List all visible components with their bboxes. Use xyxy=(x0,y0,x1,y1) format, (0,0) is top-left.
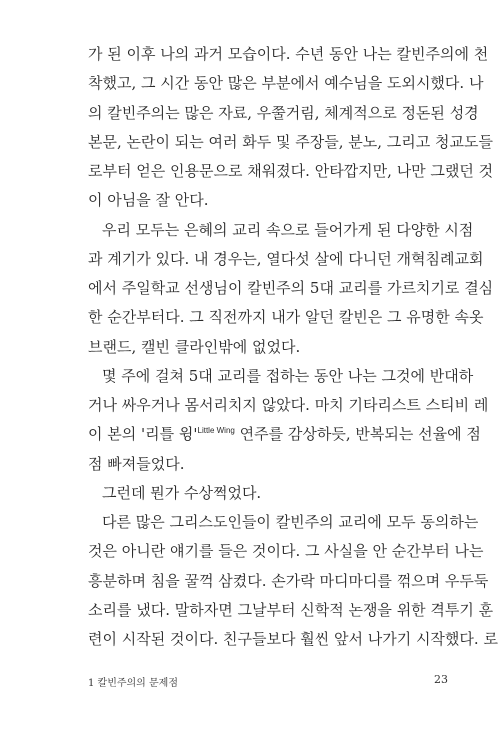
text-line: 로부터 얻은 인용문으로 채워졌다. 안타깝지만, 나만 그랬던 것 xyxy=(88,162,494,180)
text-line-with-note xyxy=(88,420,481,449)
text-line: 본문, 논란이 되는 여러 화두 및 주장들, 분노, 그리고 청교도들 xyxy=(88,132,493,151)
text-line: 우리 모두는 은혜의 교리 속으로 들어가게 된 다양한 시점 xyxy=(102,220,474,239)
text-line: 련이 시작된 것이다. 친구들보다 훨씬 앞서 나가기 시작했다. 로 xyxy=(88,630,498,648)
text-segment: 연주를 감상하듯, 반복되는 선율에 점 xyxy=(239,425,481,444)
text-line: 몇 주에 걸쳐 5대 교리를 접하는 동안 나는 그것에 반대하 xyxy=(102,366,474,385)
text-line: 브랜드, 캘빈 클라인밖에 없었다. xyxy=(88,337,301,356)
text-line: 것은 아니란 얘기를 들은 것이다. 그 사실을 안 순간부터 나는 xyxy=(88,542,484,561)
text-line: 착했고, 그 시간 동안 많은 부분에서 예수님을 도외시했다. 나 xyxy=(88,74,484,93)
text-line: 그런데 뭔가 수상쩍었다. xyxy=(102,483,262,502)
text-line: 다른 많은 그리스도인들이 칼빈주의 교리에 모두 동의하는 xyxy=(102,513,479,531)
text-line: 과 계기가 있다. 내 경우는, 열다섯 살에 다니던 개혁침례교회 xyxy=(88,249,484,268)
chapter-label: 1 칼빈주의의 문제점 xyxy=(88,678,178,689)
text-line: 의 칼빈주의는 많은 자료, 우쭐거림, 체계적으로 정돈된 성경 xyxy=(88,103,479,122)
text-line: 에서 주일학교 선생님이 칼빈주의 5대 교리를 가르치기로 결심 xyxy=(88,279,494,297)
text-line: 거나 싸우거나 몸서리치지 않았다. 마치 기타리스트 스티비 레 xyxy=(88,396,489,414)
text-line: 가 된 이후 나의 과거 모습이다. 수년 동안 나는 칼빈주의에 천 xyxy=(88,45,489,63)
page-number: 23 xyxy=(434,673,448,686)
text-line: 흥분하며 침을 꿀꺽 삼켰다. 손가락 마디마디를 꺾으며 우두둑 xyxy=(88,571,489,590)
text-line: 점 빠져들었다. xyxy=(88,454,185,473)
text-line: 한 순간부터다. 그 직전까지 내가 알던 칼빈은 그 유명한 속옷 xyxy=(88,308,484,327)
text-segment: 이 본의 '리틀 윙' xyxy=(88,425,198,444)
superscript-note: Little Wing xyxy=(197,426,235,436)
body-text xyxy=(88,40,498,654)
text-line: 이 아님을 잘 안다. xyxy=(88,191,209,210)
text-line: 소리를 냈다. 말하자면 그날부터 신학적 논쟁을 위한 격투기 훈 xyxy=(88,600,494,619)
